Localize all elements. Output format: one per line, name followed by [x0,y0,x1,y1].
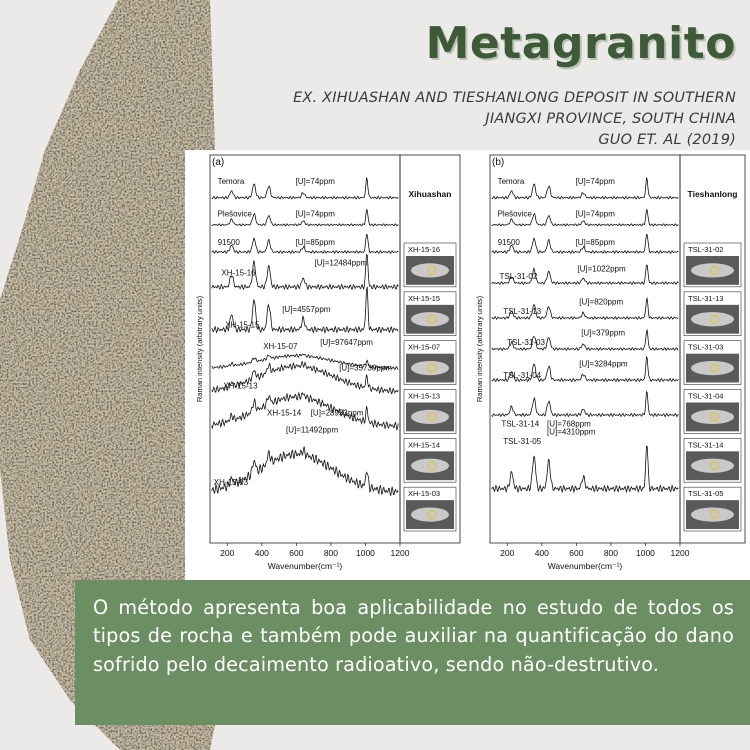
uranium-label: [U]=3284ppm [579,359,628,369]
uranium-label: [U]=4557ppm [282,305,331,315]
series-name-label: XH-15-14 [267,408,302,418]
note-box [75,580,750,725]
zircon-crystal [691,507,734,521]
uranium-label: [U]=74ppm [295,209,335,219]
subtitle-line-3: GUO ET. AL (2019) [598,132,736,148]
zircon-crystal [411,507,449,521]
x-tick-label: 400 [534,548,549,558]
zircon-crystal [691,410,734,424]
y-axis-label: Raman intensity (arbitrary units) [195,295,204,403]
series-name-label: Plešovice [497,209,532,219]
series-name-label: 91500 [497,238,520,248]
uranium-label: [U]=768ppm [547,419,591,429]
image-column-title: Tieshanlong [687,189,738,199]
zircon-image-label: TSL-31-03 [688,342,724,352]
x-tick-label: 600 [569,548,584,558]
zircon-image-label: TSL-31-04 [688,391,724,401]
uranium-label: [U]=11492ppm [286,425,339,435]
zircon-crystal [691,459,734,473]
x-tick-label: 1200 [390,548,410,558]
uranium-label: [U]=28953ppm [310,408,364,418]
y-axis-label: Raman intensity (arbitrary units) [475,295,484,403]
x-tick-label: 400 [254,548,269,558]
zircon-image-label: XH-15-07 [408,342,441,352]
zircon-crystal [411,459,449,473]
series-name-label: TSL-31-04 [503,371,542,381]
zircon-crystal [411,312,449,326]
uranium-label: [U]=97647ppm [320,338,373,348]
x-axis-label: Wavenumber(cm⁻¹) [267,561,343,571]
x-tick-label: 600 [289,548,304,558]
uranium-label: [U]=85ppm [575,238,615,248]
x-tick-label: 200 [500,548,515,558]
zircon-crystal [411,361,449,375]
zircon-crystal [411,410,449,424]
uranium-label: [U]=74ppm [295,177,335,187]
subtitle-line-1: EX. XIHUASHAN AND TIESHANLONG DEPOSIT IN SOUTHERN [293,90,736,106]
panel-label: (b) [492,157,505,168]
series-name-label: TSL-31-03 [507,338,545,348]
uranium-label: [U]=85ppm [295,238,335,248]
series-name-label: XH-15-13 [223,381,258,391]
series-name-label: TSL-31-02 [499,272,538,282]
uranium-label: [U]=820ppm [579,297,624,307]
uranium-label: [U]=379ppm [581,328,626,338]
zircon-image-label: XH-15-15 [408,293,441,303]
x-tick-label: 200 [220,548,235,558]
zircon-image-label: TSL-31-14 [688,440,724,450]
zircon-image-label: XH-15-13 [408,391,441,401]
zircon-image-label: TSL-31-13 [688,293,724,303]
series-name-label: TSL-31-13 [503,307,542,317]
uranium-label: [U]=35730ppm [339,363,392,373]
uranium-label: [U]=74ppm [575,177,615,187]
zircon-crystal [691,312,734,326]
note-text: O método apresenta boa aplicabilidade no estudo de todos os tipos de rocha e também pode auxiliar na quantificação do dano sofrido pelo decaimento radioativo, sendo não-destrutivo. [93,596,734,676]
zircon-crystal [691,263,734,277]
panel-label: (a) [212,157,225,168]
page-title: Metagranito [425,18,736,69]
uranium-label: [U]=4310ppm [547,427,596,437]
x-tick-label: 1000 [355,548,375,558]
uranium-label: [U]=1022ppm [577,264,626,274]
x-axis-label: Wavenumber(cm⁻¹) [547,561,623,571]
zircon-crystal [411,263,449,277]
series-name-label: XH-15-03 [213,477,249,487]
series-name-label: Temora [497,177,525,187]
zircon-image-label: TSL-31-02 [688,245,724,254]
image-column-title: Xihuashan [408,189,452,199]
zircon-image-label: XH-15-16 [408,245,441,254]
series-name-label: XH-15-16 [221,268,256,278]
series-name-label: 91500 [217,238,240,248]
x-tick-label: 800 [323,548,339,558]
series-name-label: XH-15-07 [263,342,298,351]
raman-spectra-figure [185,150,750,580]
subtitle-line-2: JIANGXI PROVINCE, SOUTH CHINA [485,111,736,127]
zircon-image-label: TSL-31-05 [688,489,724,499]
zircon-image-label: XH-15-03 [408,489,441,499]
uranium-label: [U]=74ppm [575,209,615,219]
series-name-label: TSL-31-14 [501,419,540,429]
x-tick-label: 1000 [635,548,655,558]
x-tick-label: 800 [603,548,619,558]
series-name-label: Temora [217,177,245,187]
zircon-image-label: XH-15-14 [408,440,441,450]
series-name-label: XH-15-15 [225,320,260,330]
zircon-crystal [691,361,734,375]
x-tick-label: 1200 [670,548,690,558]
subtitle [266,88,736,151]
series-name-label: Plešovice [217,209,252,219]
uranium-label: [U]=12484ppm [314,258,368,268]
series-name-label: TSL-31-05 [503,437,542,447]
